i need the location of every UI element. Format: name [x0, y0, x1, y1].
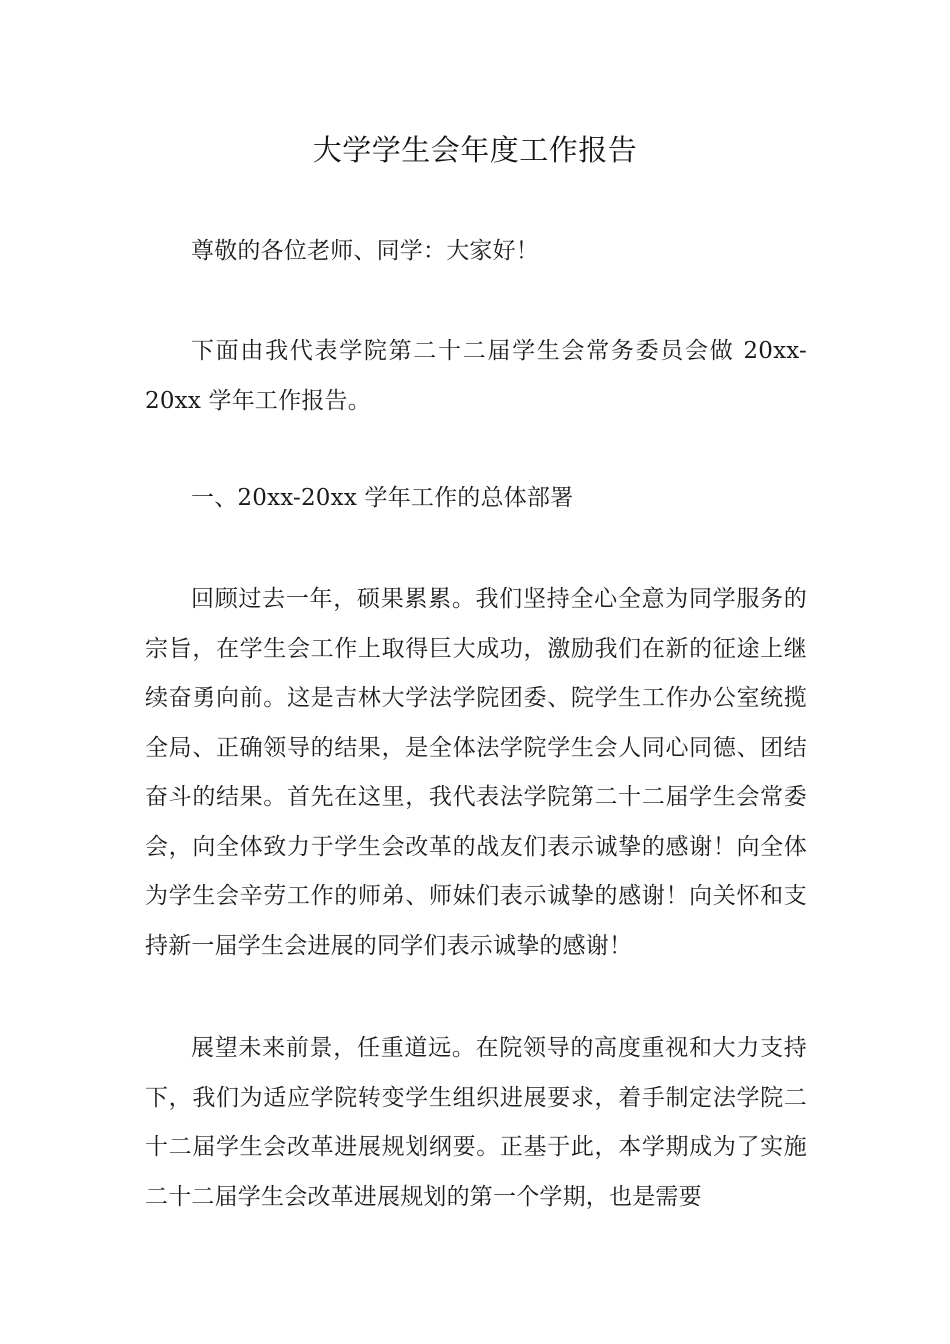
- review-paragraph: 回顾过去一年，硕果累累。我们坚持全心全意为同学服务的宗旨，在学生会工作上取得巨大成功，激励我们在新的征途上继续奋勇向前。这是吉林大学法学院团委、院学生工作办公室统揽全局、正确领导的结果，是全体法学院学生会人同心同德、团结奋斗的结果。首先在这里，我代表法学院第二十二届学生会常委会，向全体致力于学生会改革的战友们表示诚挚的感谢！向全体为学生会辛劳工作的师弟、师妹们表示诚挚的感谢！向关怀和支持新一届学生会进展的同学们表示诚挚的感谢！: [145, 586, 807, 959]
- greeting-paragraph: 尊敬的各位老师、同学：大家好！: [191, 238, 539, 264]
- intro-paragraph: 下面由我代表学院第二十二届学生会常务委员会做 20xx-20xx 学年工作报告。: [145, 338, 807, 414]
- document-title: 大学学生会年度工作报告: [312, 133, 638, 167]
- section-heading: 一、20xx-20xx 学年工作的总体部署: [191, 485, 574, 511]
- outlook-paragraph: 展望未来前景，任重道远。在院领导的高度重视和大力支持下，我们为适应学院转变学生组织进展要求，着手制定法学院二十二届学生会改革进展规划纲要。正基于此，本学期成为了实施二十二届学生会改革进展规划的第一个学期，也是需要: [145, 1035, 807, 1210]
